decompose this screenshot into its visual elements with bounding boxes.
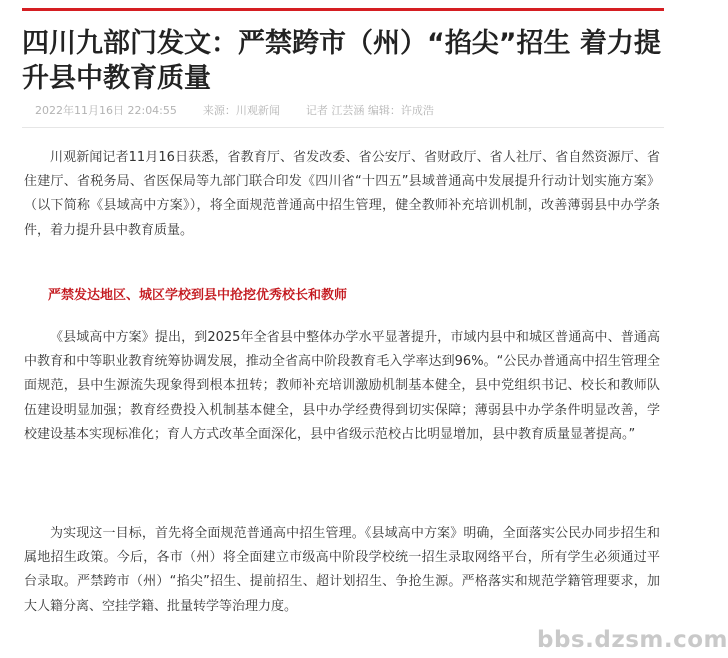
site-watermark: bbs.dzsm.com [537, 627, 728, 653]
top-accent-rule [22, 8, 664, 11]
article-paragraph-2: 《县域高中方案》提出，到2025年全省县中整体办学水平显著提升，市域内县中和城区普通高中、普通高中教育和中等职业教育统筹协调发展，推动全省高中阶段教育毛入学率达到96%。“公民办普通高中招生管理全面规范，县中生源流失现象得到根本扭转；教师补充培训激励机制基本健全，县中党组织书记、校长和教师队伍建设明显加强；教育经费投入机制基本健全，县中办学经费得到切实保障；薄弱县中办学条件明显改善，学校建设基本实现标准化；育人方式改革全面深化，县中省级示范校占比明显增加，县中教育质量显著提高。” [24, 330, 660, 442]
meta-divider [22, 127, 664, 128]
publish-datetime: 2022年11月16日 22:04:55 [35, 104, 177, 117]
article-meta [35, 104, 665, 118]
article-paragraph-3: 为实现这一目标，首先将全面规范普通高中招生管理。《县域高中方案》明确，全面落实公民办同步招生和属地招生政策。今后，各市（州）将全面建立市级高中阶段学校统一招生录取网络平台，所有学生必须通过平台录取。严禁跨市（州）“掐尖”招生、提前招生、超计划招生、争抢生源。严格落实和规范学籍管理要求，加大人籍分离、空挂学籍、批量转学等治理力度。 [24, 526, 660, 614]
article-source: 来源：川观新闻 [202, 104, 280, 117]
article-paragraph-1: 川观新闻记者11月16日获悉，省教育厅、省发改委、省公安厅、省财政厅、省人社厅、省自然资源厅、省住建厅、省税务局、省医保局等九部门联合印发《四川省“十四五”县域普通高中发展提升行动计划实施方案》（以下简称《县域高中方案》），将全面规范普通高中招生管理，健全教师补充培训机制，改善薄弱县中办学条件，着力提升县中教育质量。 [24, 150, 660, 238]
section-subheading: 严禁发达地区、城区学校到县中抢挖优秀校长和教师 [48, 288, 348, 303]
article-author: 记者 江芸涵 编辑：许成浩 [305, 104, 434, 117]
article-title: 四川九部门发文：严禁跨市（州）“掐尖”招生 着力提升县中教育质量 [22, 28, 661, 94]
